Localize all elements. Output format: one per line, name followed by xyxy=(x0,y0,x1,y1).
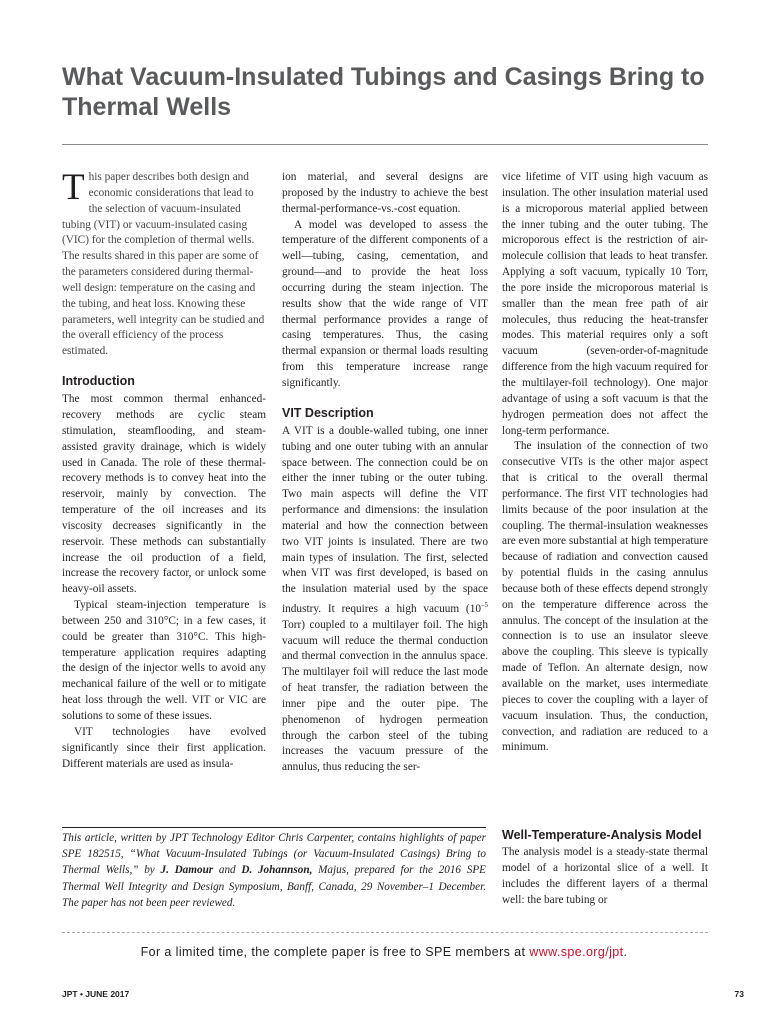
title-divider xyxy=(62,144,708,145)
section-heading-introduction: Introduction xyxy=(62,374,135,389)
drop-cap: T xyxy=(62,167,85,208)
column-3-continued xyxy=(502,828,708,908)
body-paragraph: ion material, and several designs are proposed by the industry to achieve the best thermal-performance-vs.-cost equation. xyxy=(282,171,488,215)
body-paragraph: The insulation of the connection of two consecutive VITs is the other major aspect that is critical to the overall thermal performance. The first VIT technologies had limits because of the poor insulation at the coupling. The thermal-insulation weaknesses are even more substantial at high temperature because of radiation and convection caused by potential fluids in the casing annulus because both of these effects depend strongly on the temperature difference across the annulus. The concept of the insulation at the connection is to use an insulator sleeve above the coupling. This sleeve is typically made of Teflon. An alternate design, now available on the market, uses intermediate pieces to cover the coupling with a layer of vacuum insulation. Thus, the conduction, convection, and radiation are reduced to a minimum. xyxy=(502,440,708,754)
body-paragraph: The most common thermal enhanced-recovery methods are cyclic steam stimulation, steamflooding, and steam-assisted gravity drainage, which is widely used in Canada. The role of these thermal-recovery methods is to convey heat into the reservoir, mainly by convection. The temperature of the oil increases and its viscosity decreases significantly in the reservoir. These methods can substantially increase the oil production of a field, increase the recovery factor, or unlock some heavy-oil assets. xyxy=(62,393,266,596)
body-paragraph: Typical steam-injection temperature is between 250 and 310°C; in a few cases, it could be greater than 310°C. This high-temperature application requires adapting the design of the injector wells to avoid any mechanical failure of the well or to mitigate heat loss through the well. VIT or VIC are solutions to some of these issues. xyxy=(62,599,266,722)
column-3 xyxy=(502,170,708,756)
promo-divider xyxy=(62,932,708,933)
column-1 xyxy=(62,167,266,772)
author-name: J. Damour xyxy=(160,864,214,877)
section-heading-vit-description: VIT Description xyxy=(282,405,374,420)
section-heading-well-temperature-analysis-model: Well-Temperature-Analysis Model xyxy=(502,828,702,842)
column-2 xyxy=(282,170,488,776)
body-paragraph: The analysis model is a steady-state thermal model of a horizontal slice of a well. It includes the different layers of a thermal well: the bare tubing or xyxy=(502,846,708,906)
promo-end: . xyxy=(623,945,628,959)
intro-paragraph xyxy=(62,167,266,360)
exponent: –5 xyxy=(481,601,488,610)
body-paragraph: A VIT is a double-walled tubing, one inner tubing and one outer tubing with an annular space between. The connection could be on either the inner tubing or the outer tubing. Two main aspects will define the VIT performance and dimensions: the insulation material and how the connection between two VIT joints is insulated. There are two main types of insulation. The first, selected when VIT was first developed, is based on the insulation material used by the space industry. It requires a high vacuum ($10^{-5}$ Torr) coupled to a multilayer foil. The high vacuum will reduce the thermal conduction and thermal convection in the annulus space. The multilayer foil will reduce the last mode of heat transfer, the radiation between the inner pipe and the outer pipe. The phenomenon of hydrogen permeation through the carbon steel of the tubing increases the vacuum pressure of the annulus, thus reducing the ser- xyxy=(282,424,488,774)
credit-divider xyxy=(62,827,486,828)
footer-journal-date: JPT • JUNE 2017 xyxy=(62,989,130,999)
body-paragraph: A model was developed to assess the temperature of the different components of a well—tubing, casing, cementation, and ground—and to provide the heat loss occurring during the steam injection. The results show that the wide range of VIT thermal performance provides a range of casing temperatures. Thus, the casing thermal expansion or thermal loads resulting from this temperature increase range significantly. xyxy=(282,218,488,389)
promo-text: For a limited time, the complete paper is free to SPE members at xyxy=(140,945,530,959)
promo-banner xyxy=(0,945,768,959)
article-title: What Vacuum-Insulated Tubings and Casings Bring to Thermal Wells xyxy=(62,63,705,121)
page-number: 73 xyxy=(734,989,744,999)
body-paragraph: vice lifetime of VIT using high vacuum as insulation. The other insulation material used is a microporous material applied between the inner tubing and the outer tubing. The microporous effect is the restriction of air-molecule collision that leads to heat transfer. Applying a soft vacuum, typically 10 Torr, the pore inside the microporous material is smaller than the mean free path of air molecules, thus reducing the heat-transfer modes. This material requires only a soft vacuum (seven-order-of-magnitude difference from the high vacuum required for the multilayer-foil technology). One major advantage of using a soft vacuum is that the hydrogen permeation does not affect the long-term performance. xyxy=(502,171,708,437)
intro-text: his paper describes both design and economic considerations that lead to the selection of vacuum-insulated tubing (VIT) or vacuum-insulated casing (VIC) for the completion of thermal wells. The results shared in this paper are some of the parameters considered during thermal-well design: temperature on the casing and the tubing, and heat loss. Knowing these parameters, well integrity can be studied and the overall efficiency of the process estimated. xyxy=(62,171,265,358)
article-credit: This article, written by JPT Technology Editor Chris Carpenter, contains highlights of paper SPE 182515, “What Vacuum-Insulated Tubings (or Vacuum-Insulated Casings) Bring to Thermal Wells,” by J. Damour and D. Johannson, Majus, prepared for the 2016 SPE Thermal Well Integrity and Design Symposium, Banff, Canada, 29 November–1 December. The paper has not been peer reviewed. xyxy=(62,832,486,909)
author-name: D. Johannson, xyxy=(241,864,313,877)
body-paragraph: VIT technologies have evolved significantly since their first application. Different materials are used as insula- xyxy=(62,725,266,770)
promo-link[interactable]: www.spe.org/jpt xyxy=(529,945,624,959)
